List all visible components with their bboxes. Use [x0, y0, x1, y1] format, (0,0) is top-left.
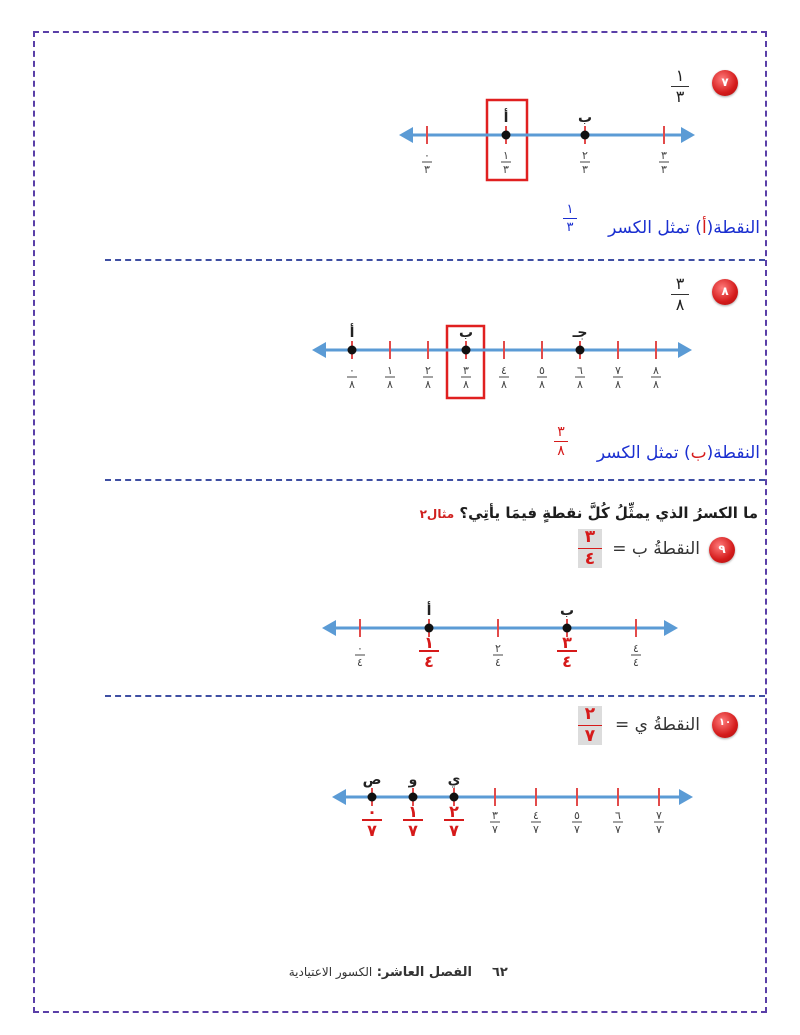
page-number: ٦٢	[492, 965, 508, 980]
q8-answer-point: ب	[690, 443, 707, 463]
q8-given-num: ٣	[675, 274, 685, 293]
q7-tick-label-2-den: ٣	[582, 163, 588, 176]
q10-point-frac-0-den: ٧	[367, 821, 377, 840]
q7-tick-label-0-den: ٣	[424, 163, 430, 176]
q8-tick-label-5-den: ٨	[539, 378, 545, 391]
q8-arrow-right	[678, 342, 692, 358]
q10-number-line	[328, 765, 698, 845]
q8-answer-den: ٨	[557, 443, 565, 459]
q9-point-frac-1-den: ٤	[562, 652, 572, 671]
q10-tick-label-3-num: ٣	[492, 809, 498, 822]
q9-tick-label-4-num: ٤	[633, 642, 639, 655]
q9-arrow-left	[322, 620, 336, 636]
q7-tick-label-2-num: ٢	[582, 149, 588, 162]
q10-tick-label-4-num: ٤	[533, 809, 539, 822]
q9-point-frac-0-den: ٤	[424, 652, 434, 671]
q8-tick-label-4-den: ٨	[501, 378, 507, 391]
q9-answer-num: ٣	[584, 527, 596, 547]
q8-given-den: ٨	[675, 295, 685, 314]
q9-tick-label-2-den: ٤	[495, 656, 501, 669]
q7-tick-label-1-num: ١	[503, 149, 509, 162]
q10-point-frac-2-den: ٧	[449, 821, 459, 840]
q10-tick-label-7-num: ٧	[656, 809, 662, 822]
q8-tick-label-8-num: ٨	[653, 364, 659, 377]
q7-given-den: ٣	[675, 87, 685, 106]
question-7-badge: ٧	[712, 70, 738, 96]
q8-tick-label-5-num: ٥	[539, 364, 545, 377]
q9-prompt: النقطةُ ب =	[612, 539, 700, 559]
q7-answer	[608, 218, 760, 238]
footer-chapter: الفصل العاشر:	[376, 965, 472, 980]
q8-answer-prefix: النقطة(	[706, 443, 760, 463]
q7-point-label-0: أ	[503, 110, 509, 126]
q8-point-label-2: جـ	[572, 325, 588, 341]
question-9-badge: ٩	[709, 537, 735, 563]
q7-arrow-right	[681, 127, 695, 143]
section-heading-text: ما الكسرُ الذي يمثِّلُ كُلَّ نقطةٍ فيمَا يأتِي؟	[459, 504, 758, 522]
q8-tick-label-7-den: ٨	[615, 378, 621, 391]
q8-point-2	[576, 346, 585, 355]
q9-point-1	[563, 624, 572, 633]
q8-tick-label-6-num: ٦	[577, 364, 583, 377]
q8-given-fraction	[671, 276, 689, 313]
q9-point-label-1: ب	[559, 603, 575, 619]
q8-point-label-0: أ	[349, 325, 355, 341]
q10-point-label-1: و	[408, 772, 418, 788]
q10-point-0	[368, 793, 377, 802]
q8-tick-label-7-num: ٧	[615, 364, 621, 377]
q10-tick-label-5-num: ٥	[574, 809, 580, 822]
q7-point-1	[581, 131, 590, 140]
q10-point-label-2: ي	[447, 772, 461, 788]
q8-answer	[597, 443, 760, 463]
q9-tick-label-4-den: ٤	[633, 656, 639, 669]
q8-number-line	[308, 318, 698, 403]
q10-tick-label-7-den: ٧	[656, 823, 662, 836]
q10-answer-num: ٢	[584, 704, 596, 724]
q7-answer-fraction	[563, 203, 577, 234]
q7-tick-label-1-den: ٣	[503, 163, 509, 176]
q8-point-1	[462, 346, 471, 355]
section-heading	[420, 504, 758, 522]
q9-tick-label-0-den: ٤	[357, 656, 363, 669]
q10-point-label-0: ص	[362, 772, 382, 788]
q7-tick-label-3-den: ٣	[661, 163, 667, 176]
q7-number-line	[395, 95, 700, 185]
q7-tick-label-0-num: ٠	[424, 149, 430, 162]
q9-point-0	[425, 624, 434, 633]
q7-given-num: ١	[675, 66, 685, 85]
q7-point-0	[502, 131, 511, 140]
q8-answer-suffix: ) تمثل الكسر	[596, 443, 691, 463]
separator-3	[105, 695, 765, 697]
q10-prompt: النقطةُ ي =	[614, 715, 700, 735]
q7-answer-suffix: ) تمثل الكسر	[608, 218, 702, 238]
q10-tick-label-3-den: ٧	[492, 823, 498, 836]
q10-point-frac-2-num: ٢	[449, 802, 459, 821]
q7-answer-point: أ	[701, 218, 707, 238]
q10-tick-label-6-den: ٧	[615, 823, 621, 836]
q8-point-label-1: ب	[458, 325, 474, 341]
footer	[289, 965, 472, 980]
q8-answer-num: ٣	[557, 424, 565, 440]
q9-point-frac-0-num: ١	[424, 633, 434, 652]
q8-tick-label-3-num: ٣	[463, 364, 469, 377]
question-8-badge: ٨	[712, 279, 738, 305]
q7-tick-label-3-num: ٣	[661, 149, 667, 162]
q10-arrow-left	[332, 789, 346, 805]
example-reference: مثال٢	[419, 507, 455, 521]
q10-point-frac-0-num: ٠	[367, 802, 377, 821]
q9-tick-label-2-num: ٢	[495, 642, 501, 655]
question-10-badge: ١٠	[712, 712, 738, 738]
separator-2	[105, 479, 765, 481]
q10-answer-fraction	[578, 706, 602, 745]
q10-point-1	[409, 793, 418, 802]
q7-answer-num: ١	[566, 202, 574, 217]
q10-tick-label-6-num: ٦	[615, 809, 621, 822]
q8-tick-label-3-den: ٨	[463, 378, 469, 391]
q9-tick-label-0-num: ٠	[357, 642, 363, 655]
q10-answer-den: ٧	[584, 726, 596, 746]
q8-tick-label-0-den: ٨	[349, 378, 355, 391]
q8-point-0	[348, 346, 357, 355]
q7-arrow-left	[399, 127, 413, 143]
q7-point-label-1: ب	[577, 110, 593, 126]
q8-tick-label-0-num: ٠	[349, 364, 355, 377]
q7-answer-den: ٣	[566, 220, 574, 235]
q8-tick-label-2-num: ٢	[425, 364, 431, 377]
q8-tick-label-1-num: ١	[387, 364, 393, 377]
q10-tick-label-4-den: ٧	[533, 823, 539, 836]
q10-point-frac-1-den: ٧	[408, 821, 418, 840]
q7-answer-prefix: النقطة(	[706, 218, 760, 238]
q8-tick-label-4-num: ٤	[501, 364, 507, 377]
q8-arrow-left	[312, 342, 326, 358]
footer-title: الكسور الاعتيادية	[288, 965, 373, 979]
q8-tick-label-8-den: ٨	[653, 378, 659, 391]
q8-answer-fraction	[554, 425, 568, 458]
q8-tick-label-6-den: ٨	[577, 378, 583, 391]
q9-point-frac-1-num: ٣	[562, 633, 572, 652]
q10-arrow-right	[679, 789, 693, 805]
q10-point-frac-1-num: ١	[408, 802, 418, 821]
q9-point-label-0: أ	[426, 603, 432, 619]
q8-tick-label-1-den: ٨	[387, 378, 393, 391]
q9-number-line	[318, 600, 683, 685]
q9-answer-fraction	[578, 529, 602, 568]
separator-1	[105, 259, 765, 261]
q10-point-2	[450, 793, 459, 802]
q10-tick-label-5-den: ٧	[574, 823, 580, 836]
q9-answer-den: ٤	[584, 549, 596, 569]
q9-arrow-right	[664, 620, 678, 636]
q8-tick-label-2-den: ٨	[425, 378, 431, 391]
